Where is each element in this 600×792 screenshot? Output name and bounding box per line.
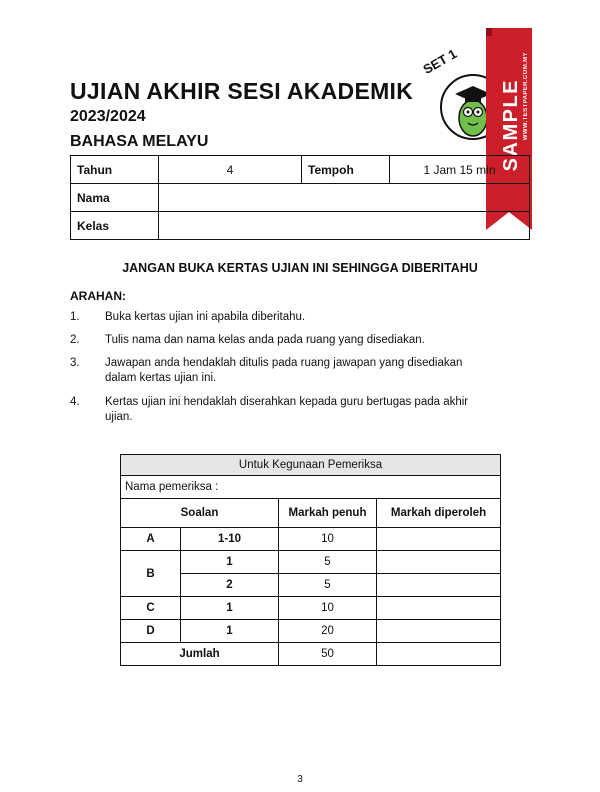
total-value: 50	[279, 643, 377, 666]
section-cell: D	[121, 620, 181, 643]
warning-text: JANGAN BUKA KERTAS UJIAN INI SEHINGGA DIBERITAHU	[122, 261, 478, 275]
col-markah-diperoleh: Markah diperoleh	[377, 499, 501, 528]
instruction-number: 1.	[70, 311, 80, 323]
section-cell: C	[121, 597, 181, 620]
exam-year: 2023/2024	[70, 108, 146, 125]
total-label: Jumlah	[121, 643, 279, 666]
table-row	[121, 528, 501, 551]
total-obtained-cell[interactable]	[377, 643, 501, 666]
table-row	[121, 597, 501, 620]
instruction-text: Jawapan anda hendaklah ditulis pada ruang jawapan yang disediakan dalam kertas ujian ini.	[105, 357, 463, 384]
instruction-item	[70, 395, 490, 425]
total-row	[121, 643, 501, 666]
examiner-name-label: Nama pemeriksa :	[121, 476, 501, 499]
question-cell: 1	[181, 597, 279, 620]
full-mark-cell: 5	[279, 551, 377, 574]
obtained-mark-cell[interactable]	[377, 620, 501, 643]
instruction-item	[70, 333, 490, 348]
page-number: 3	[297, 774, 303, 785]
section-cell: A	[121, 528, 181, 551]
instruction-item	[70, 356, 490, 386]
instruction-text: Kertas ujian ini hendaklah diserahkan kepada guru bertugas pada akhir ujian.	[105, 396, 469, 423]
tempoh-label: Tempoh	[302, 156, 390, 184]
section-cell: B	[121, 551, 181, 597]
student-info-table	[70, 155, 530, 240]
set-label: SET 1	[420, 45, 460, 77]
nama-label: Nama	[71, 184, 159, 212]
tempoh-value: 1 Jam 15 min	[390, 156, 530, 184]
full-mark-cell: 10	[279, 528, 377, 551]
obtained-mark-cell[interactable]	[377, 574, 501, 597]
instruction-text: Tulis nama dan nama kelas anda pada ruang yang disediakan.	[105, 334, 425, 346]
obtained-mark-cell[interactable]	[377, 551, 501, 574]
exam-subject: BAHASA MELAYU	[70, 133, 209, 150]
kelas-field[interactable]	[159, 212, 530, 240]
table-row	[121, 620, 501, 643]
col-markah-penuh: Markah penuh	[279, 499, 377, 528]
instruction-number: 3.	[70, 357, 80, 369]
score-table-title: Untuk Kegunaan Pemeriksa	[121, 455, 501, 476]
examiner-score-table	[120, 454, 501, 666]
question-cell: 1	[181, 551, 279, 574]
instruction-item	[70, 310, 490, 325]
tahun-label: Tahun	[71, 156, 159, 184]
full-mark-cell: 10	[279, 597, 377, 620]
instruction-number: 4.	[70, 396, 80, 408]
sample-watermark-text: SAMPLE	[499, 78, 522, 172]
col-soalan: Soalan	[121, 499, 279, 528]
exam-title: UJIAN AKHIR SESI AKADEMIK	[70, 78, 414, 104]
table-row	[121, 551, 501, 574]
nama-field[interactable]	[159, 184, 530, 212]
tahun-value: 4	[159, 156, 302, 184]
question-cell: 2	[181, 574, 279, 597]
obtained-mark-cell[interactable]	[377, 528, 501, 551]
instruction-number: 2.	[70, 334, 80, 346]
obtained-mark-cell[interactable]	[377, 597, 501, 620]
arahan-label: ARAHAN:	[70, 289, 126, 303]
question-cell: 1-10	[181, 528, 279, 551]
ribbon-website: WWW.TESTPAPER.COM.MY	[523, 52, 529, 141]
question-cell: 1	[181, 620, 279, 643]
full-mark-cell: 5	[279, 574, 377, 597]
kelas-label: Kelas	[71, 212, 159, 240]
full-mark-cell: 20	[279, 620, 377, 643]
instruction-text: Buka kertas ujian ini apabila diberitahu.	[105, 311, 306, 323]
